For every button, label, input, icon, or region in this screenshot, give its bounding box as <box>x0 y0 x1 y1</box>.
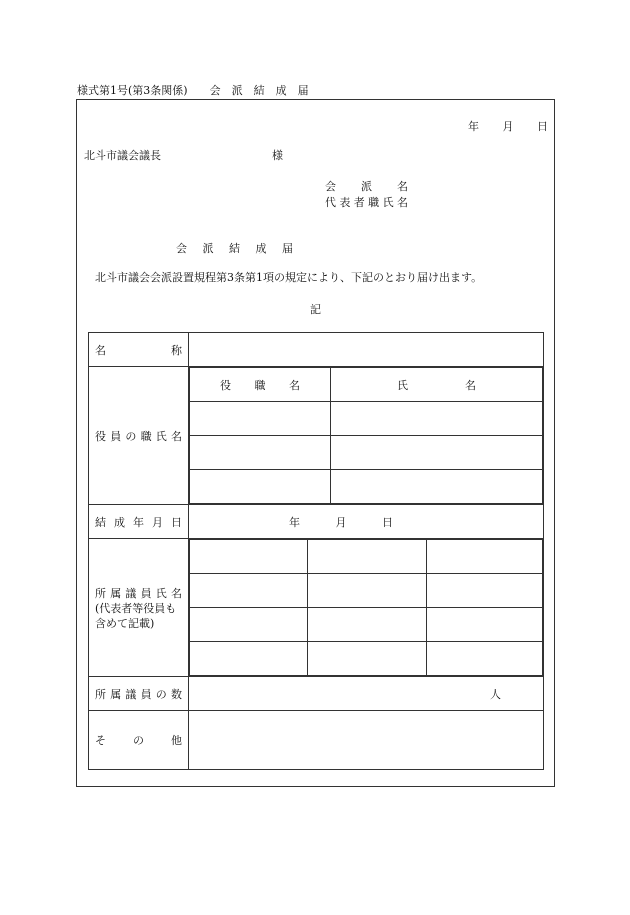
char: 名 <box>170 429 182 443</box>
ki-heading: 記 <box>310 303 321 316</box>
char: 名 <box>170 586 182 600</box>
char: 属 <box>110 586 122 600</box>
members-label-note: 含めて記載) <box>95 616 155 630</box>
char: 称 <box>171 343 182 357</box>
name-row <box>89 333 544 367</box>
other-row <box>89 711 544 770</box>
member-name-field[interactable] <box>427 608 543 642</box>
member-name-field[interactable] <box>427 642 543 676</box>
count-unit: 人 <box>490 687 501 701</box>
char: 所 <box>95 687 106 701</box>
member-name-field[interactable] <box>308 608 427 642</box>
char: 会 <box>176 242 187 255</box>
char: 役 <box>220 378 231 392</box>
honorific: 様 <box>272 149 283 162</box>
year-label: 年 <box>468 120 479 133</box>
other-field[interactable] <box>189 711 544 770</box>
char: 議 <box>125 586 137 600</box>
officer-position-field[interactable] <box>190 402 331 436</box>
char: の <box>155 687 167 701</box>
char: 派 <box>202 242 214 255</box>
formed-date-row <box>89 505 544 539</box>
char: 日 <box>171 515 182 529</box>
officers-head-name <box>331 368 543 402</box>
char: 職 <box>368 196 380 209</box>
char: 派 <box>361 180 372 193</box>
char: そ <box>95 734 106 747</box>
char: の <box>125 429 137 443</box>
officers-row <box>89 367 544 505</box>
member-name-field[interactable] <box>308 574 427 608</box>
addressee: 北斗市議会議長 <box>84 149 161 162</box>
officer-position-field[interactable] <box>190 436 331 470</box>
members-label-note: (代表者等役員も <box>95 601 177 615</box>
year-label: 年 <box>289 515 300 529</box>
char: 年 <box>133 515 144 529</box>
members-grid <box>189 539 543 676</box>
officer-name-field[interactable] <box>331 470 543 504</box>
group-name-label <box>325 178 408 194</box>
char: 名 <box>95 343 106 357</box>
char: 員 <box>140 687 152 701</box>
day-label: 日 <box>537 120 548 133</box>
formed-date-field[interactable] <box>189 505 544 539</box>
char: 月 <box>152 515 163 529</box>
group-name-field[interactable] <box>189 333 544 367</box>
char: 届 <box>282 242 293 255</box>
body-text: 北斗市議会会派設置規程第3条第1項の規定により、下記のとおり届け出ます。 <box>95 271 483 284</box>
char: 氏 <box>155 429 167 443</box>
char: 数 <box>170 687 182 701</box>
officers-grid-cell <box>189 367 544 505</box>
officer-position-field[interactable] <box>190 470 331 504</box>
officer-name-field[interactable] <box>331 436 543 470</box>
member-name-field[interactable] <box>427 574 543 608</box>
char: 名 <box>396 196 408 209</box>
officers-label-cell <box>89 367 189 505</box>
registration-table <box>88 332 544 770</box>
char: 役 <box>95 429 106 443</box>
document-title <box>176 240 293 256</box>
members-grid-cell <box>189 539 544 677</box>
submission-date <box>468 118 548 134</box>
char: 員 <box>140 586 152 600</box>
member-name-field[interactable] <box>308 642 427 676</box>
member-name-field[interactable] <box>190 540 308 574</box>
char: 職 <box>254 378 266 392</box>
char: 者 <box>353 196 365 209</box>
member-name-field[interactable] <box>190 642 308 676</box>
form-number-title: 様式第1号(第3条関係) 会 派 結 成 届 <box>77 84 309 97</box>
char: 成 <box>255 242 267 255</box>
char: 名 <box>465 378 476 392</box>
char: 議 <box>125 687 137 701</box>
member-name-field[interactable] <box>190 574 308 608</box>
officers-grid <box>189 367 543 504</box>
members-row <box>89 539 544 677</box>
member-count-row <box>89 677 544 711</box>
day-label: 日 <box>382 515 393 529</box>
char: の <box>133 734 144 747</box>
char: 成 <box>114 515 125 529</box>
char: 名 <box>289 378 300 392</box>
month-label: 月 <box>335 515 347 529</box>
month-label: 月 <box>502 120 514 133</box>
member-count-field[interactable] <box>189 677 544 711</box>
member-name-field[interactable] <box>190 608 308 642</box>
member-name-field[interactable] <box>427 540 543 574</box>
char: 代 <box>325 196 336 209</box>
char: 結 <box>229 242 240 255</box>
char: 氏 <box>155 586 167 600</box>
char: 属 <box>110 687 122 701</box>
members-label-cell <box>89 539 189 677</box>
officers-head-position <box>190 368 331 402</box>
char: 名 <box>397 180 408 193</box>
char: 氏 <box>397 378 408 392</box>
other-label-cell <box>89 711 189 770</box>
char: 結 <box>95 515 106 529</box>
member-name-field[interactable] <box>308 540 427 574</box>
representative-label <box>325 194 408 210</box>
char: 他 <box>171 734 182 747</box>
char: 会 <box>325 180 336 193</box>
char: 職 <box>140 429 152 443</box>
char: 表 <box>339 196 351 209</box>
char: 員 <box>110 429 122 443</box>
char: 所 <box>95 586 106 600</box>
officer-name-field[interactable] <box>331 402 543 436</box>
name-label-cell <box>89 333 189 367</box>
formed-date-label-cell <box>89 505 189 539</box>
char: 氏 <box>382 196 394 209</box>
member-count-label-cell <box>89 677 189 711</box>
